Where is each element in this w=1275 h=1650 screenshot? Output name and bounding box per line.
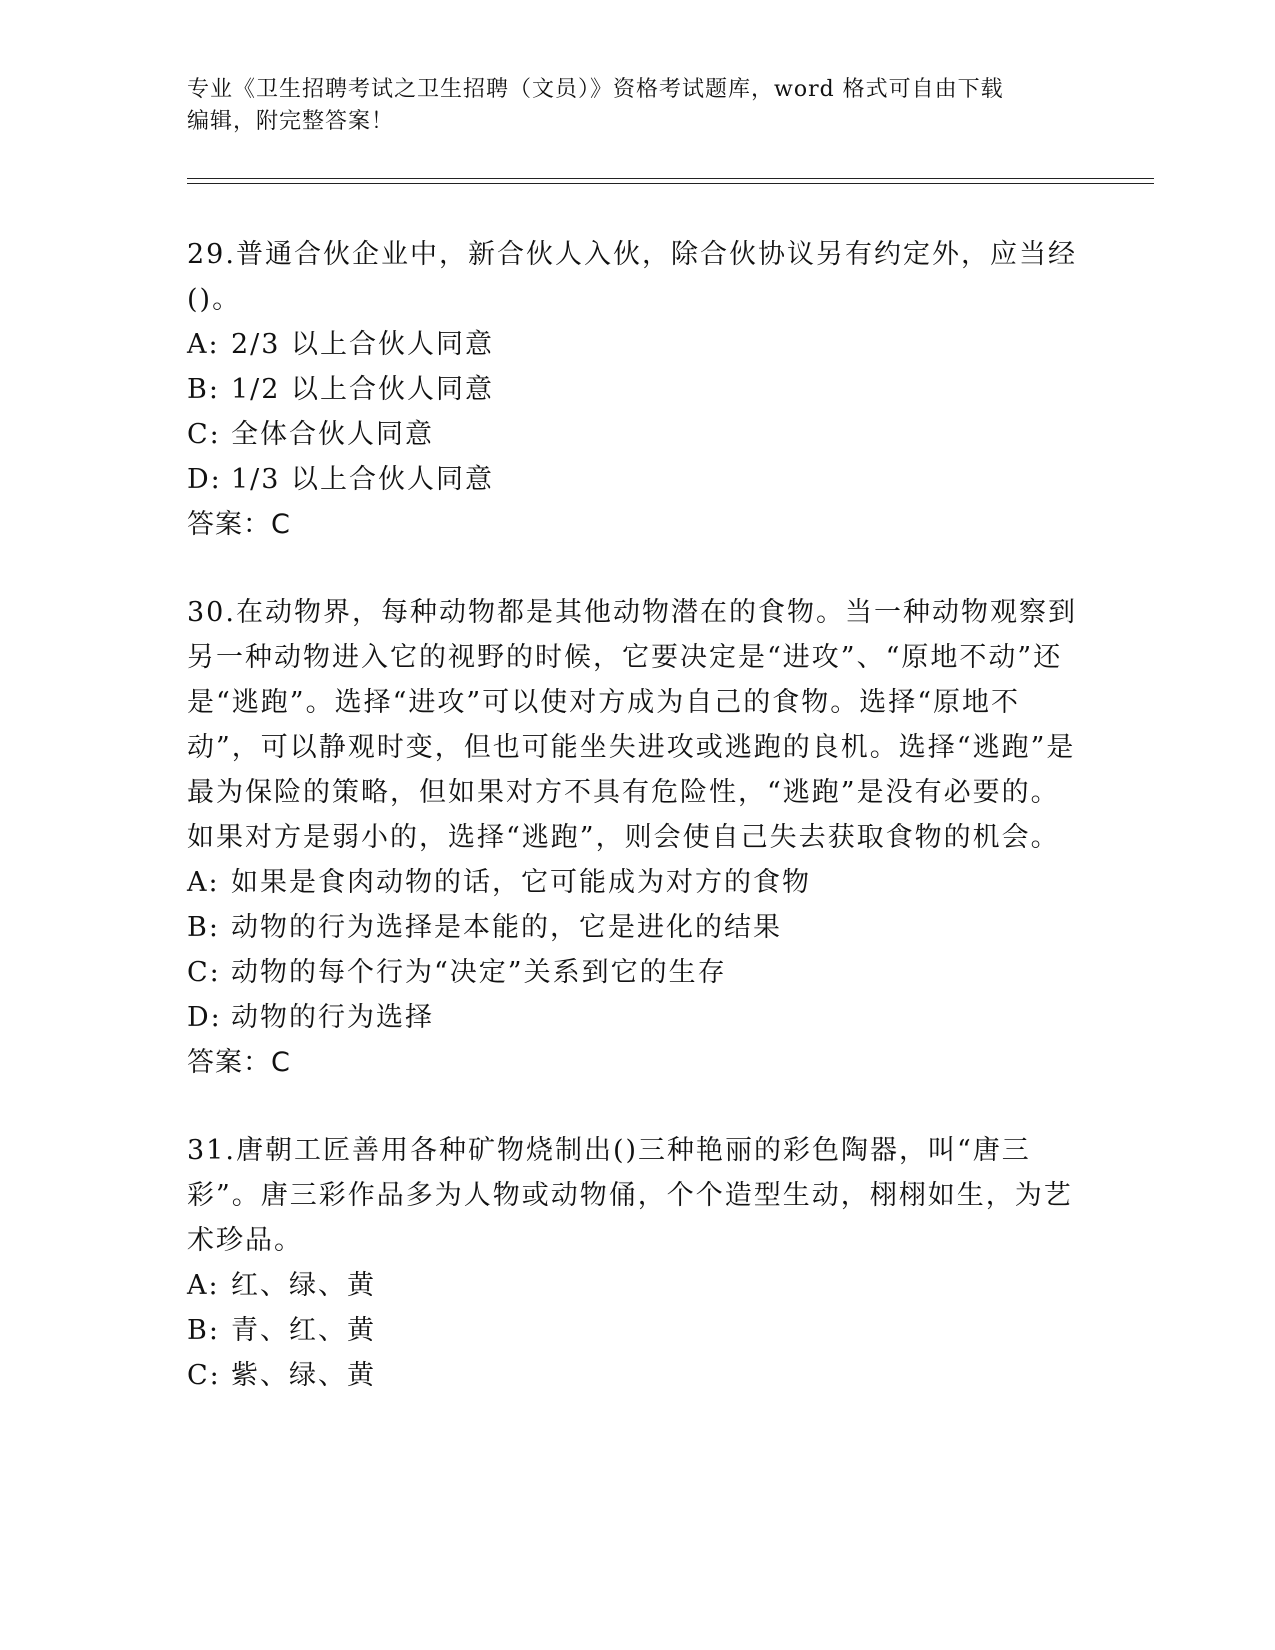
option-text: 1/2 以上合伙人同意 <box>231 374 495 405</box>
option-letter: A: <box>187 329 220 360</box>
option-b <box>187 1308 1082 1353</box>
option-text: 动物的行为选择是本能的，它是进化的结果 <box>231 912 782 943</box>
option-a <box>187 1263 1082 1308</box>
document-header <box>187 74 1087 138</box>
option-letter: C: <box>187 1360 221 1391</box>
header-divider-top <box>187 178 1154 179</box>
option-text: 紫、绿、黄 <box>231 1360 376 1391</box>
option-letter: C: <box>187 957 221 988</box>
question-stem: 30.在动物界，每种动物都是其他动物潜在的食物。当一种动物观察到另一种动物进入它的视野的时候，它要决定是“进攻”、“原地不动”还是“逃跑”。选择“进攻”可以使对方成为自己的食物。选择“原地不动”，可以静观时变，但也可能坐失进攻或逃跑的良机。选择“逃跑”是最为保险的策略，但如果对方不具有危险性，“逃跑”是没有必要的。如果对方是弱小的，选择“逃跑”，则会使自己失去获取食物的机会。 <box>187 597 1077 853</box>
option-letter: B: <box>187 1315 220 1346</box>
option-text: 动物的每个行为“决定”关系到它的生存 <box>231 957 727 988</box>
answer-line: 答案：C <box>187 1047 291 1078</box>
option-text: 青、红、黄 <box>231 1315 376 1346</box>
header-divider-bottom <box>187 183 1154 184</box>
option-b <box>187 367 1082 412</box>
question-stem: 29.普通合伙企业中，新合伙人入伙，除合伙协议另有约定外，应当经()。 <box>187 239 1077 315</box>
option-text: 如果是食肉动物的话，它可能成为对方的食物 <box>231 867 811 898</box>
header-line-2: 编辑，附完整答案！ <box>187 109 395 134</box>
option-text: 红、绿、黄 <box>231 1270 376 1301</box>
question-stem: 31.唐朝工匠善用各种矿物烧制出()三种艳丽的彩色陶器，叫“唐三彩”。唐三彩作品多为人物或动物俑，个个造型生动，栩栩如生，为艺术珍品。 <box>187 1135 1073 1256</box>
header-line-1: 专业《卫生招聘考试之卫生招聘（文员）》资格考试题库，word 格式可自由下载 <box>187 77 1004 102</box>
question-list <box>187 232 1082 1440</box>
answer-line: 答案：C <box>187 509 291 540</box>
option-letter: D: <box>187 1002 222 1033</box>
option-letter: B: <box>187 912 220 943</box>
option-text: 动物的行为选择 <box>231 1002 434 1033</box>
question-31 <box>187 1128 1082 1398</box>
option-a <box>187 860 1082 905</box>
option-letter: D: <box>187 464 222 495</box>
option-d <box>187 457 1082 502</box>
option-a <box>187 322 1082 367</box>
option-letter: B: <box>187 374 220 405</box>
option-c <box>187 412 1082 457</box>
option-b <box>187 905 1082 950</box>
question-29 <box>187 232 1082 548</box>
option-letter: A: <box>187 1270 220 1301</box>
option-c <box>187 1353 1082 1398</box>
option-d <box>187 995 1082 1040</box>
option-text: 2/3 以上合伙人同意 <box>231 329 495 360</box>
question-30 <box>187 590 1082 1086</box>
option-text: 全体合伙人同意 <box>231 419 434 450</box>
option-text: 1/3 以上合伙人同意 <box>231 464 495 495</box>
option-c <box>187 950 1082 995</box>
option-letter: C: <box>187 419 221 450</box>
option-letter: A: <box>187 867 220 898</box>
